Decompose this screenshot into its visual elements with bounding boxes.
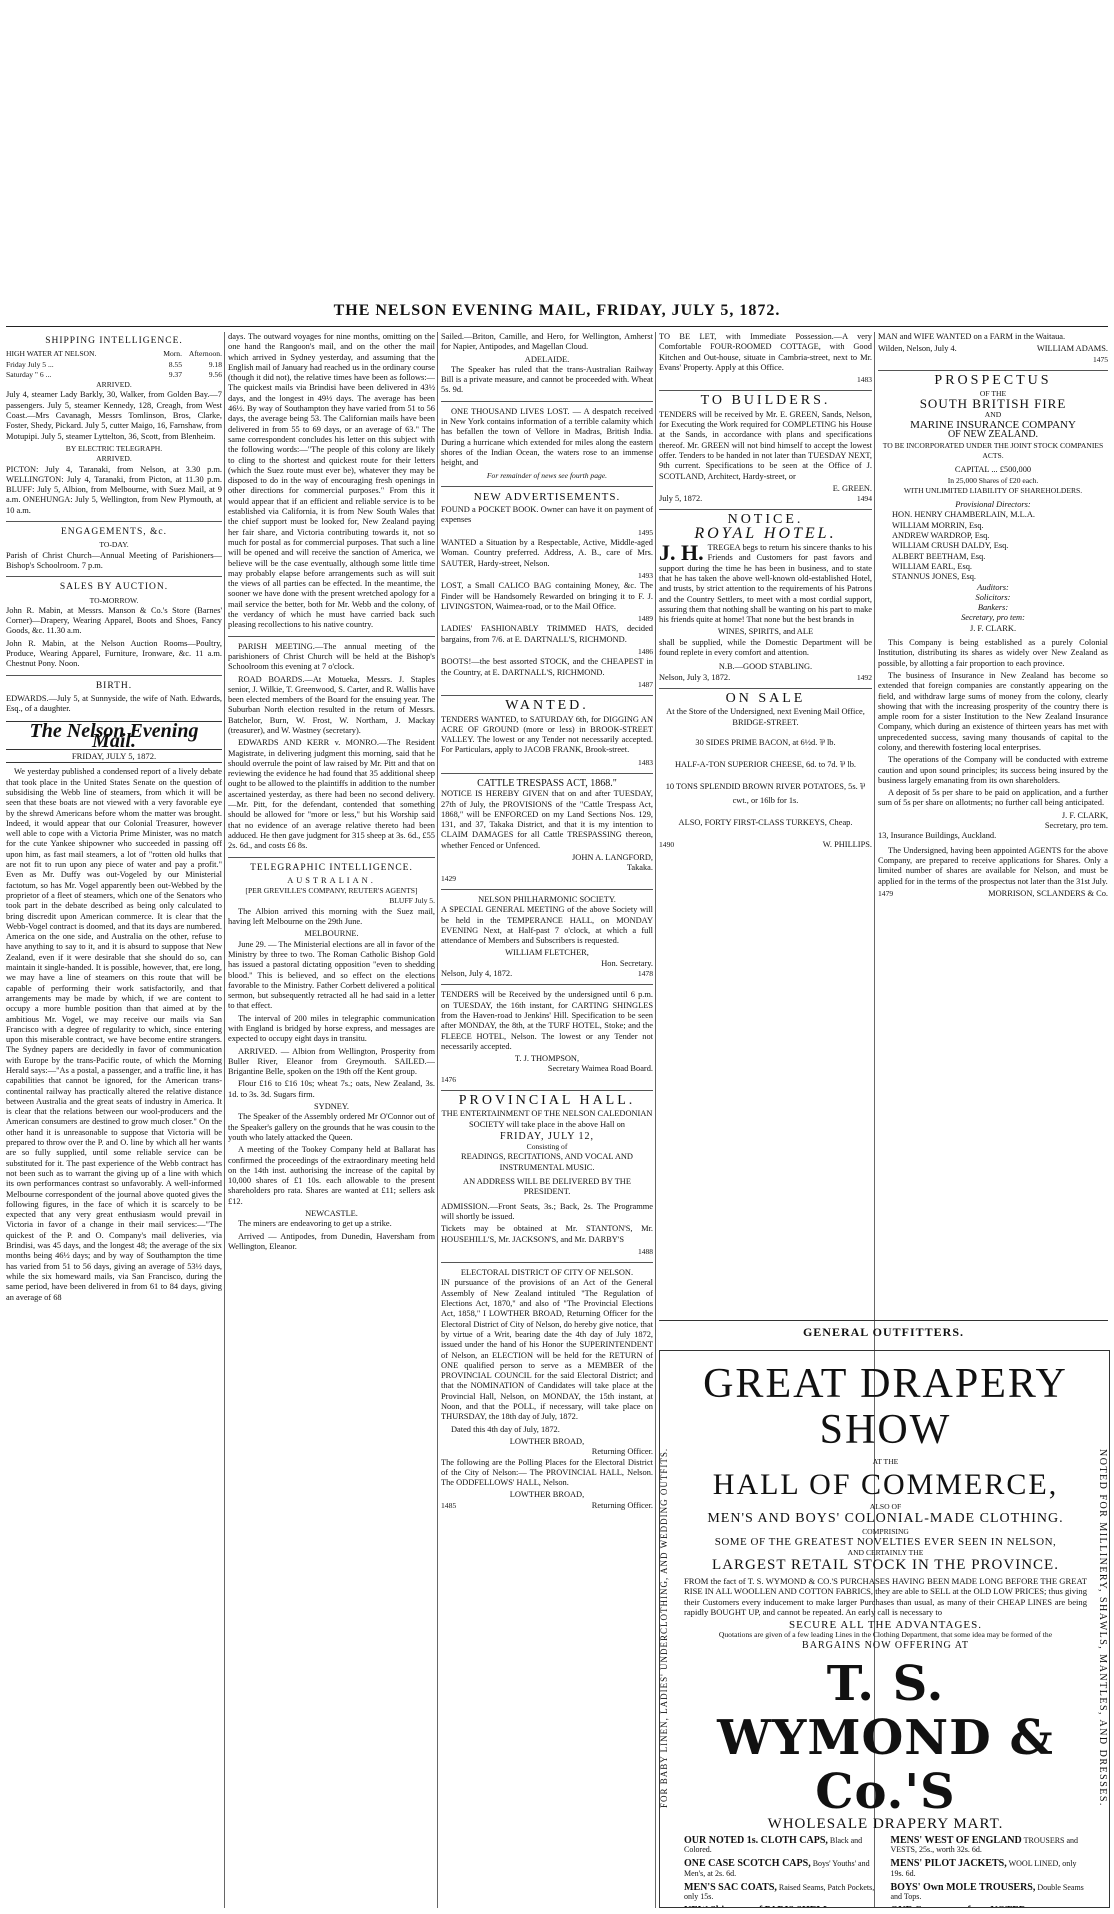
prospectus-paragraph: The business of Insurance in New Zealand has become so extended that foreign companies are constantly appearing on the field, and withdraw large sums of money from the colony, clearly showing that with the increasing prosperity of the country there is ample room for a sister Institution to the New Zealand Insurance Company, which during an existence of thirteen years has met with unprecedented success, saving many thousands of capital to the colony, and therewith fostering local enterprises. [878,670,1108,752]
director-name: ANDREW WARDROP, Esq. [892,531,990,541]
notice-signature: E. GREEN. [832,483,872,493]
secretary-name: J. F. CLARK. [969,623,1017,633]
newspaper-nameplate: The Nelson Evening Mail. [6,721,222,747]
drapery-title: GREAT DRAPERY SHOW [703,1361,1068,1453]
at-the-label: AT THE [872,1457,899,1466]
item-lead: ONE CASE SCOTCH CAPS, [684,1858,811,1870]
sale-item: 10 TONS SPLENDID BROWN RIVER POTATOES, 5s. ⅌ cwt., or 16lb for 1s. [665,781,866,805]
ad-number: 1492 [856,672,872,682]
notice-role: Secretary Waimea Road Board. [547,1064,653,1074]
divider [441,486,653,487]
initials: J. H. [659,540,704,566]
event-items: READINGS, RECITATIONS, AND VOCAL AND INSTRUMENTAL MUSIC. [461,1152,633,1172]
news-item: A meeting of the Tookey Company held at Ballarat has confirmed the proceedings of the extraordinary meeting held on the 14th inst. authorising the increase of the capital by 10,000 shares of £1 10s. each allowable to the present shareholders pro rata. Shares are wanted at £11; sellers ask £12. [228,1145,435,1206]
director-name: ALBERT BEETHAM, Esq. [892,551,986,561]
item-detail: Raised Seams, Patch Pockets, only 15s. [684,1882,875,1902]
on-sale-heading: ON SALE [725,690,806,706]
item-lead [684,1905,830,1908]
sale-item: HALF-A-TON SUPERIOR CHEESE, 6d. to 7d. ⅌ lb. [675,759,856,769]
column-rule [655,332,656,1908]
consisting-label: Consisting of [526,1142,568,1152]
divider [6,675,222,676]
directors-heading: Provisional Directors: [955,500,1031,510]
item-lead: MENS' PILOT JACKETS, [890,1858,1007,1870]
telegraph-heading: TELEGRAPHIC INTELLIGENCE. [250,862,413,873]
leader-continued: days. The outward voyages for nine months, omitting on the one hand the Rangoon's mail, and on the other the mail which arrived in Sydney yesterday, and assuming that the English mail of January had reached us in the ordinary course (though it did not), the relative times have been as follows:—The quickest mails via Brindisi have been delivered in 43½ days, and the longest in 49½ days. The average has been 46½. By way of Southampton they have varied from 51 to 56 days, the average being 53. The Californian mails have been delivered in from 55 to 69 days, or an average of 63." The same correspondent concludes his letter on this subject with the following words:—"The people of this colony are likely to cling to the shortest and quickest route for their letters (which the Suez route must ever be), whatever they may be disposed to do in the way of encouraging fresh openings in other directions for commercial purposes." From this it would appear that if an efficient and reliable service is to be established via California, it is from New South Wales that the chief support must be looked for, New Zealand paying her fair share, and Victoria contributing towards it, not so much for postal as for commercial purposes. That such a line will be opened and will receive the sanction of America, we believe will be the case eventually, although some little time may probably elapse before arrangements such as will suit the views of all parties can be effected. In the meantime, the sooner we have done with the present wretched apology for a mail service the better, both for Mr. Webb and the colony, of the verdancy of which he must have carried back such pleasing recollections to his native country. [228,332,435,630]
local-news-item: EDWARDS AND KERR v. MONRO.—The Resident Magistrate, in delivering judgment this morning, said that he should overrule the point of law raised by Mr. Pitt and that on reviewing the evidence he had found that 35 additional sheep ought to be allowed to the plaintiffs in addition to the number ascertained yesterday, as there had been no second delivery.—Mr. Pitt, for the defendant, contended that something should be allowed for "more or less," but his Worship said that no evidence of an average relative thereto had been adduced. He then gave judgment for 315 sheep at 3s. 6d., £55 2s. 6d., and costs £6 8s. [228,738,435,851]
wymond-title: T. S. WYMOND & Co.'S [717,1656,1054,1820]
tide-aft: 9.18 [208,359,222,369]
notice-footer [878,344,1108,354]
cattle-notice: NOTICE IS HEREBY GIVEN that on and after TUESDAY, 27th of July, the PROVISIONS of the "Cattle Trespass Act, 1868," will be ENFORCED on my Land Sections Nos. 129, 131, and 37, Takaka District, and that it is my intention to CLAIM DAMAGES for all Cattle TRESPASSING thereon, whether Fenced or Unfenced. [441,789,653,850]
melbourne-heading: MELBOURNE. [304,929,359,939]
sydney-heading: SYDNEY. [314,1102,349,1112]
ad-number: 1490 [659,839,675,849]
ad-number: 1483 [638,757,653,767]
cattle-heading: CATTLE TRESPASS ACT, 1868." [477,777,617,789]
news-item: The Speaker of the Assembly ordered Mr O'Connor out of the Speaker's gallery on the grounds that he was cousin to the youth who lately attacked the Queen. [228,1112,435,1142]
item-lead: OUR NOTED 1s. CLOTH CAPS, [684,1834,828,1846]
divider [441,1262,653,1263]
local-news-item: PARISH MEETING.—The annual meeting of the parishioners of Christ Church will be held at the Bishop's Schoolroom this evening at 7 o'clock. [228,641,435,672]
date-text: Nelson, July 4, 1872. [441,969,513,979]
secure-line: SECURE ALL THE ADVANTAGES. [789,1618,982,1631]
ad [441,581,653,624]
also-of-label: ALSO OF [869,1501,902,1511]
tomorrow-label: TO-MORROW. [89,595,139,605]
item-detail: Double Seams and Tops. [890,1882,1084,1902]
electoral-heading: ELECTORAL DISTRICT OF CITY OF NELSON. [460,1268,634,1278]
notice-signature: J. F. CLARK, [1061,810,1108,820]
bargain-item [684,1906,881,1908]
news-item: ONE THOUSAND LIVES LOST. — A despatch received in New York contains information of a terrible calamity which has befallen the town of Vellore in Madras, British India. During a hurricane which extended for miles along the eastern shores of the Indian Ocean, the waters rose to an immense height, and [441,406,653,468]
event-date: FRIDAY, JULY 12, [499,1130,595,1142]
ad-text: FOUND a POCKET BOOK. Owner can have it on payment of expenses [441,505,653,525]
ad-text: BOOTS!—the best assorted STOCK, and the CHEAPEST in the Country, at E. DARTNALL'S, RICHMOND. [441,657,653,677]
ad [441,657,653,690]
stabling-line: N.B.—GOOD STABLING. [718,662,813,672]
notice-signature: LOWTHER BROAD, [509,1436,585,1446]
notice-signature: T. J. THOMPSON, [514,1054,580,1064]
director-name: WILLIAM CRUSH DALDY, Esq. [892,541,1009,551]
remainder-note: For remainder of news see fourth page. [486,470,608,480]
engagements-heading: ENGAGEMENTS, &c. [61,527,167,538]
divider [659,688,872,689]
local-news-item: ROAD BOARDS.—At Motueka, Messrs. J. Staples senior, J. Wilkie, T. Greenwood, S. Carter, and R. Wallis have been elected members of the Board for the ensuing year. The Suburban North election resulted in the return of Messrs. Batchelor, Burn, W. Frost, W. Northam, J. Mackay (treasurer), and W. Wastney (secretary). [228,674,435,735]
electoral-notice: IN pursuance of the provisions of an Act of the General Assembly of New Zealand intituled "The Regulation of Elections Act, 1870," and also of "The Provincial Elections Act, 1858," I LOWTHER BROAD, Returning Officer for the Electoral District of City of Nelson, do hereby give notice, that by virtue of a Writ, bearing date the 4th day of July 1872, issued under the hand of his Honor the SUPERINTENDENT of Nelson, an ELECTION will be held for the RETURN of ONE qualified person to serve as a MEMBER of the PROVINCIAL COUNCIL for the said Electoral District; and that the NOMINATION of Candidates will take place at the Provincial Hall, Nelson, on MONDAY, the 15th instant, at Noon, and that the POLL, if necessary, will take place on THURSDAY, the 18th day of July, 1872. [441,1278,653,1422]
provincial-hall-heading: PROVINCIAL HALL. [458,1093,636,1108]
notice-signature: WILLIAM FLETCHER, [505,948,589,958]
prospectus-heading: PROSPECTUS [934,372,1052,388]
divider [441,889,653,890]
bargain-item [684,1883,881,1903]
dateline-bluff: BLUFF July 5. [389,896,435,906]
notice-footer [659,673,872,683]
item-detail: Black and Colored. [684,1835,863,1855]
notice-footer [441,1501,653,1511]
capital-line: CAPITAL ... £500,000 [954,465,1032,475]
company-name: SOUTH BRITISH FIRE [919,396,1067,412]
sale-item: ALSO, FORTY FIRST-CLASS TURKEYS, Cheap. [678,817,853,827]
ad-number: 1494 [856,494,872,504]
bankers-label: Bankers: [977,603,1009,613]
prospectus-paragraph: This Company is being established as a purely Colonial Institution, distributing its shares as widely over New Zealand as possible, by allotting a fair proportion to each province. [878,638,1108,668]
divider [228,636,435,637]
director-name: HON. HENRY CHAMBERLAIN, M.L.A. [892,510,1035,520]
masthead: THE NELSON EVENING MAIL, FRIDAY, JULY 5, 1872. [333,302,781,319]
ad-number: 1487 [638,679,653,689]
drapery-advert [659,1350,1110,1908]
director-name: WILLIAM EARL, Esq. [892,561,973,571]
birth-heading: BIRTH. [95,680,133,691]
birth-text: EDWARDS.—July 5, at Sunnyside, the wife of Nath. Edwards, Esq., of a daughter. [6,693,222,714]
ad-number: 1476 [441,1074,456,1084]
notice-signature: JOHN A. LANGFORD, [572,853,653,863]
tenders-notice: TENDERS will be Received by the undersigned until 6 p.m. on TUESDAY, the 16th instant, for CARTING SHINGLES from the Haven-road to Jenkins' Hill. Specification to be seen after MONDAY, the 8th, at the TURF HOTEL, Stoke; and the FLEECE HOTEL, Nelson. The lowest or any Tender not necessarily accepted. [441,990,653,1051]
news-item: The miners are endeavoring to get up a strike. [238,1219,392,1229]
divider [659,509,872,510]
today-label: TO-DAY. [99,540,129,550]
divider [878,370,1108,371]
ad [441,538,653,581]
divider [6,576,222,577]
company-name: MARINE INSURANCE COMPANY [910,419,1076,432]
sale-item: John R. Mabin, at Messrs. Manson & Co.'s Store (Barnes' Corner)—Drapery, Wearing Apparel, Boots and Shoes, Fancy Goods, &c. 11.30 a.m. [6,605,222,636]
item-lead: BOYS' Own MOLE TROUSERS, [890,1881,1036,1893]
tide-day: Friday July 5 ... [6,359,54,369]
new-ads-heading: NEW ADVERTISEMENTS. [473,490,621,503]
ad-number: 1429 [441,873,456,883]
sale-subtitle: At the Store of the Undersigned, next Evening Mail Office, BRIDGE-STREET. [666,707,865,727]
hall-title: HALL OF COMMERCE, [712,1467,1059,1501]
notice-date [441,969,653,979]
notice-role: Secretary, pro tem. [1044,821,1108,831]
director-name: STANNUS JONES, Esq. [892,572,977,582]
newcastle-heading: NEWCASTLE. [305,1209,358,1219]
ad [441,624,653,657]
tide-aft: 9.56 [208,369,222,379]
afternoon-label: Afternoon. [188,349,222,359]
vertical-banner-left: FOR BABY LINEN, LADIES' UNDERCLOTHING, AND WEDDING OUTFITS. [659,1447,669,1809]
admission-text: ADMISSION.—Front Seats, 3s.; Back, 2s. The Programme will shortly be issued. [441,1201,653,1221]
ad-number: 1495 [638,527,653,537]
sale-item: 30 SIDES PRIME BACON, at 6½d. ⅌ lb. [695,737,836,747]
wanted-heading: WANTED. [505,698,589,714]
notice-signature: WILLIAM ADAMS. [1036,344,1108,354]
hotel-notice-cont: shall be supplied, while the Domestic Department will be found replete in every comfort and attention. [659,637,872,658]
column-1 [6,332,222,1908]
secretary-label: Secretary, pro tem: [961,613,1025,623]
and-certainly-label: AND CERTAINLY THE [847,1547,924,1557]
builders-notice: TENDERS will be received by Mr. E. GREEN, Sands, Nelson, for Executing the Work required for COMPLETING his House at the Sands, in accordance with plans and specifications thereof. Mr. GREEN will not bind himself to accept the lowest offer. Tenders to be handed in not later than TUESDAY NEXT, 9th current. Specifications to be seen at the Office of J. SCOTLAND, Architect, Hardy-street, or [659,409,872,481]
wanted-text: TENDERS WANTED, to SATURDAY 6th, for DIGGING AN ACRE OF GROUND (more or less) in BROOK-STREET VALLEY. The lowest or any Tender not necessarily accepted. For Particulars, apply to JACOB FRANK, Brook-street. [441,714,653,755]
ad-number: 1488 [638,1246,653,1256]
notice-role: Returning Officer. [591,1447,653,1457]
ad-number: 1478 [637,969,653,979]
item-lead: MENS' WEST OF ENGLAND [890,1834,1022,1846]
column-5 [878,332,1108,1318]
place-text: Wilden, Nelson, July 4. [878,344,957,354]
news-item: The Speaker has ruled that the trans-Australian Railway Bill is a private measure, and cannot be proceeded with. Wheat 5s. 9d. [441,364,653,395]
item-lead [891,1905,1026,1908]
news-item: Arrived — Antipodes, from Dunedin, Haversham from Wellington, Eleanor. [228,1231,435,1251]
drapery-body [684,1357,1087,1901]
divider [441,984,653,985]
notice-role: Returning Officer. [591,1500,653,1510]
liability-line: WITH UNLIMITED LIABILITY OF SHAREHOLDERS. [903,485,1083,495]
ad-number: 1475 [1093,354,1108,364]
builders-heading: TO BUILDERS. [700,393,831,409]
shipping-heading: SHIPPING INTELLIGENCE. [45,336,183,346]
notice-footer [659,494,872,504]
divider [6,521,222,522]
divider [441,695,653,696]
bargain-list [684,1836,1087,1909]
notice-place: Takaka. [626,863,653,873]
divider [441,401,653,402]
and-label: AND [984,409,1002,419]
address-line: AN ADDRESS WILL BE DELIVERED BY THE PRESIDENT. [463,1177,631,1197]
tide-day: Saturday " 6 ... [6,369,52,379]
column-rule [437,332,438,1908]
bargain-item [891,1906,1088,1908]
news-item: The Albion arrived this morning with the Suez mail, having left Melbourne on the 29th June. [228,906,435,927]
sale-item: John R. Mabin, at the Nelson Auction Rooms—Poultry, Produce, Wearing Apparel, Furniture, Ironware, &c. 11 a.m. Chestnut Pony. Noon. [6,638,222,669]
directors-list [878,510,1108,582]
divider [441,773,653,774]
telegraph-heading: BY ELECTRIC TELEGRAPH. [65,443,163,453]
vertical-banner-right: NOTED FOR MILLINERY, SHAWLS, MANTLES, AND DRESSES. [1097,1449,1108,1807]
tide-row [6,370,222,380]
notice-role: Hon. Secretary. [601,958,653,968]
solicitors-label: Solicitors: [975,592,1011,602]
novelties-line: SOME OF THE GREATEST NOVELTIES EVER SEEN IN NELSON, [714,1536,1057,1548]
engagement-text: Parish of Christ Church—Annual Meeting of Parishioners—Bishop's Schoolroom. 7 p.m. [6,550,222,570]
news-item: June 29. — The Ministerial elections are all in favor of the Ministry by three to two. The Roman Catholic Bishop Gold has issued a pastoral dictating opposition "even to shedding blood." This is believed, and so effect on the elections favorable to the Ministry. Father Corbett delivered a political sermon, but subsequently retracted all he had said in a letter to that effect. [228,939,435,1011]
drapery-paragraph: FROM the fact of T. S. WYMOND & CO.'S PURCHASES HAVING BEEN MADE LONG BEFORE THE GREAT RISE IN ALL WOOLLEN AND COTTON FABRICS, they are able to SELL at the OLD LOW PRICES; thus giving their Customers every inducement to make larger Purchases than usual, as many of their CHEAP LINES are being rapidly BOUGHT UP, and cannot be repeated. An early call is necessary to [684,1575,1087,1617]
tide-morn: 9.37 [168,369,182,379]
wholesale-line: WHOLESALE DRAPERY MART. [767,1816,1004,1832]
divider [441,1090,653,1091]
morn-label: Morn. [163,349,182,359]
incorporation-line: TO BE INCORPORATED UNDER THE JOINT STOCK COMPANIES ACTS. [882,440,1104,460]
adelaide-heading: ADELAIDE. [524,354,570,364]
notice-footer [659,840,872,850]
to-let-ad: TO BE LET, with Immediate Possession.—A very Comfortable FOUR-ROOMED COTTAGE, with Good Kitchen and Out-house, situate in Cambria-street, next to Mr. Evans' Property. Apply at this Office. [659,332,872,372]
masthead-rule [6,326,1108,327]
tickets-text: Tickets may be obtained at Mr. STANTON'S, Mr. HOUSEHILL'S, Mr. JACKSON'S, and Mr. DARBY'S [441,1224,653,1244]
hotel-notice: TREGEA begs to return his sincere thanks to his Friends and Customers for past favors and support during the time he has been in business, and to state that he has taken the above well-known old-established Hotel, and trusts, by strict attention to the requirements of his Patrons and the Country Settlers, to meet with a most cordial support, assuring them that nothing shall be wanting on his part to make his friends quite at home! That none but the best brands in [659,543,872,625]
australian-heading: AUSTRALIAN. [287,875,376,885]
bargain-item [891,1883,1088,1903]
dateline: FRIDAY, JULY 5, 1872. [6,749,222,763]
notice-footer [878,889,1108,899]
ad-number: 1493 [638,570,653,580]
bargain-item [891,1859,1088,1879]
notice-address: 13, Insurance Buildings, Auckland. [878,831,997,841]
philharmonic-heading: NELSON PHILHARMONIC SOCIETY. [478,894,616,904]
prospectus-paragraph: A deposit of 5s per share to be paid on application, and a further sum of 5s per share on allotments; no further call being anticipated. [878,788,1108,808]
shares-line: In 25,000 Shares of £20 each. [947,475,1039,485]
bargain-item [684,1836,881,1856]
ad [441,505,653,538]
arrived-heading: ARRIVED. [96,454,132,464]
high-water-label: HIGH WATER AT NELSON. [6,349,97,359]
philharmonic-notice: A SPECIAL GENERAL MEETING of the above Society will be held in the TEMPERANCE HALL, on MONDAY EVENING Next, at Half-past 7 o'clock, at which a full attendance of Members and Subscribers is requested. [441,905,653,946]
ad-number: 1485 [441,1500,457,1510]
arrivals-text: July 4, steamer Lady Barkly, 30, Walker, from Golden Bay.—7 passengers. July 5, steamer Kennedy, 128, Creagh, from West Coast.—Mrs Cavanagh, Messrs Tomlinson, Bros, Clarke, Foster, Shedy, Pickard. July 5, cutter Maigo, 16, Farnshaw, from Motupipi. July 5, steamer Lyttelton, 36, Scott, from Blenheim. [6,390,222,441]
wines-line: WINES, SPIRITS, and ALE [717,627,814,637]
royal-hotel-title: ROYAL HOTEL. [694,524,837,542]
director-name: WILLIAM MORRIN, Esq. [892,520,984,530]
farm-ad: MAN and WIFE WANTED on a FARM in the Waitaua. [878,332,1066,341]
sales-heading: SALES BY AUCTION. [59,582,169,593]
leader-article [6,767,222,1302]
arrived-heading: ARRIVED. [96,380,132,390]
item-lead: MEN'S SAC COATS, [684,1881,777,1893]
clothing-line: MEN'S AND BOYS' COLONIAL-MADE CLOTHING. [707,1511,1064,1526]
polling-places: The following are the Polling Places for the Electoral District of the City of Nelson:— The PROVINCIAL HALL, Nelson. The ODDFELLOWS' HALL, Nelson. [441,1457,653,1488]
ad-number: 1483 [857,375,872,385]
quotations-line: Quotations are given of a few leading Lines in the Clothing Department, that some idea may be formed of the [718,1630,1053,1639]
item-detail: TROUSERS and VESTS, 25s., worth 32s. 6d. [890,1835,1079,1855]
news-item: The interval of 200 miles in telegraphic communication with England is bridged by horse express, and messages are expected to occupy eight days in transitu. [228,1013,435,1044]
ad-text: LOST, a Small CALICO BAG containing Money, &c. The Finder will be Handsomely Rewarded on bringing it to F. J. LIVINGSTON, Waimea-road, or to the Mail Office. [441,581,653,611]
auditors-label: Auditors: [977,582,1009,592]
of-the-label: OF THE [979,389,1007,399]
electoral-dated: Dated this 4th day of July, 1872. [451,1424,560,1434]
date-text: July 5, 1872. [659,494,703,504]
telegraph-arrivals-text: PICTON: July 4, Taranaki, from Nelson, at 3.30 p.m. WELLINGTON: July 4, Taranaki, from Picton, at 11.30 p.m. BLUFF: July 5, Albion, from Melbourne, with Suez Mail, at 9 a.m. ONEHUNGA: July 5, Wellington, from New Plymouth, at 10 a.m. [6,464,222,515]
leader-paragraph: We yesterday published a condensed report of a lively debate that took place in the United States Senate on the question of subsidising the Webb line of steamers, from which it will be seen that these boats are not viewed with a very favorable eye by the shrewd Americans before whom the matter was brought. Indeed, it would appear that our Colonial Treasurer, however well able to cope with a Victoria Prime Minister, was no match for the cute Yankee shipowner who succeeded in passing off upon him, as fast mail steamers, a lot of "rotten old hulks that are not fit to run upon any piece of water and pay a profit." Even as Mr. Duffy was out-Vogeled by our Ministerial factotum, so has Mr. Vogel apparently been out-Webbed by the proprietor of a fleet of steamers, which one of the Senators who took part in the debate described as being only calculated to bring discredit upon American commerce. It is clear that the Webb-Vogel contract is doomed, and that its days are numbered. America on the one side, and Australia on the other, refuse to have anything to say to it, and it is absurd to suppose that New Zealand, even if it were desirable that she should do so, can maintain it single-handed. It is possible, however, that, ere long, we may have a line of steamers on this route that will be capable of performing their work satisfactorily, and that arrangements may be made by which, if we are content to occupy a more humble position than that aimed at by the ambitious Mr. Vogel, we may receive our mails via San Francisco with a degree of regularity to which, since entering upon this miserable contract, we have become entire strangers. The Sydney papers are decidedly in favor of communication with Europe by the trans-Pacific route, of which the Morning Herald says:—"As a postal, a passenger, and a traffic line, it has capabilities that cannot be ignored, for the American trans-continental railway has practically altered the relative distance between Australia and the great seats of industry in America. It is clear that the relations between our wool-producers and the American consumers are destined to grow much closer." On the other hand it is unreasonable to suppose that Victoria will be prepared to throw over the P. and O. line by which all her wants are so fully supplied, until some reliable service can be substituted for it. The past experience of the Webb contract has not been such as to warrant the giving up of a line with which its own performances contrast so unfavorably. A well-informed Melbourne correspondent of the journal above quoted gives the following figures, in the face of which it is scarcely to be expected that any very great enthusiasm would prevail in Victoria in favor of a change in their mail services:—"The quickest of the P. and O. Company's mail deliveries, via Brindisi, was 45 days, and the longest 48; the average of the six months being 46½ days; and by way of Southampton the time has varied from 51 to 56 days, giving an average of 53½ days, while the six homeward mails, via San Francisco, during the same period, have been delivered in from 61 to 84 days, giving an average of 68 [6,767,222,1302]
ad-text: WANTED a Situation by a Respectable, Active, Middle-aged Woman. Country preferred. Address, A. B., care of Mrs. SAUTER, Hardy-street, Nelson. [441,538,653,568]
tide-table [6,349,222,359]
column-2 [228,332,435,1908]
column-4 [659,332,872,1318]
outfitters-heading: GENERAL OUTFITTERS. [659,1320,1108,1340]
prospectus-paragraph: The operations of the Company will be conducted with extreme caution and upon sound principles; its success being insured by the business largely emanating from its own shareholders. [878,755,1108,785]
largest-stock-line: LARGEST RETAIL STOCK IN THE PROVINCE. [712,1557,1059,1573]
bargains-line: BARGAINS NOW OFFERING AT [802,1639,969,1651]
comprising-label: COMPRISING [862,1526,909,1536]
ad-number: 1489 [638,614,653,624]
news-item: Sailed.—Briton, Camille, and Hero, for Wellington, Amherst for Napier, Antipodes, and Magellan Cloud. [441,332,653,352]
company-name: OF NEW ZEALAND. [947,429,1039,441]
notice-heading: NOTICE. [727,512,804,528]
notice-signature: W. PHILLIPS. [822,839,872,849]
item-detail: Boys' Youths' and Men's, at 2s. 6d. [684,1859,870,1878]
tide-row [6,360,222,370]
column-3 [441,332,653,1908]
notice-signature: LOWTHER BROAD, [509,1490,585,1500]
date-text: Nelson, July 3, 1872. [659,672,731,682]
ad-text: LADIES' FASHIONABLY TRIMMED HATS, decided bargains, from 7/6. at E. DARTNALL'S, RICHMOND. [441,624,653,644]
divider [228,857,435,858]
bargain-item [684,1859,881,1879]
agents-paragraph: The Undersigned, having been appointed AGENTS for the above Company, are prepared to receive applications for Shares. Only a limited number of shares are available for Nelson, and must be applied for in the terms of the prospectus not later than the 31st July. [878,845,1108,886]
divider [659,390,872,391]
tide-morn: 8.55 [168,359,182,369]
item-detail: WOOL LINED, only 19s. 6d. [890,1859,1077,1878]
notice-signature: MORRISON, SCLANDERS & Co. [988,888,1108,898]
column-rule [224,332,225,1908]
item-detail [832,1906,854,1908]
news-item: ARRIVED. — Albion from Wellington, Prosperity from Buller River, Eleanor from Greymouth. SAILED.—Brigantine Belle, spoken on the 19th off the Kent group. [228,1046,435,1077]
agency-line: [PER GREVILLE'S COMPANY, REUTER'S AGENTS] [245,886,418,896]
ad-number: 1479 [878,888,894,898]
entertainment-text: THE ENTERTAINMENT OF THE NELSON CALEDONIAN SOCIETY will take place in the above Hall on [441,1109,653,1129]
bargain-item [891,1836,1088,1856]
news-item: Flour £16 to £16 10s; wheat 7s.; oats, New Zealand, 3s. 1d. to 3s. 3d. Sugars firm. [228,1079,435,1099]
ad-number: 1486 [638,647,653,657]
